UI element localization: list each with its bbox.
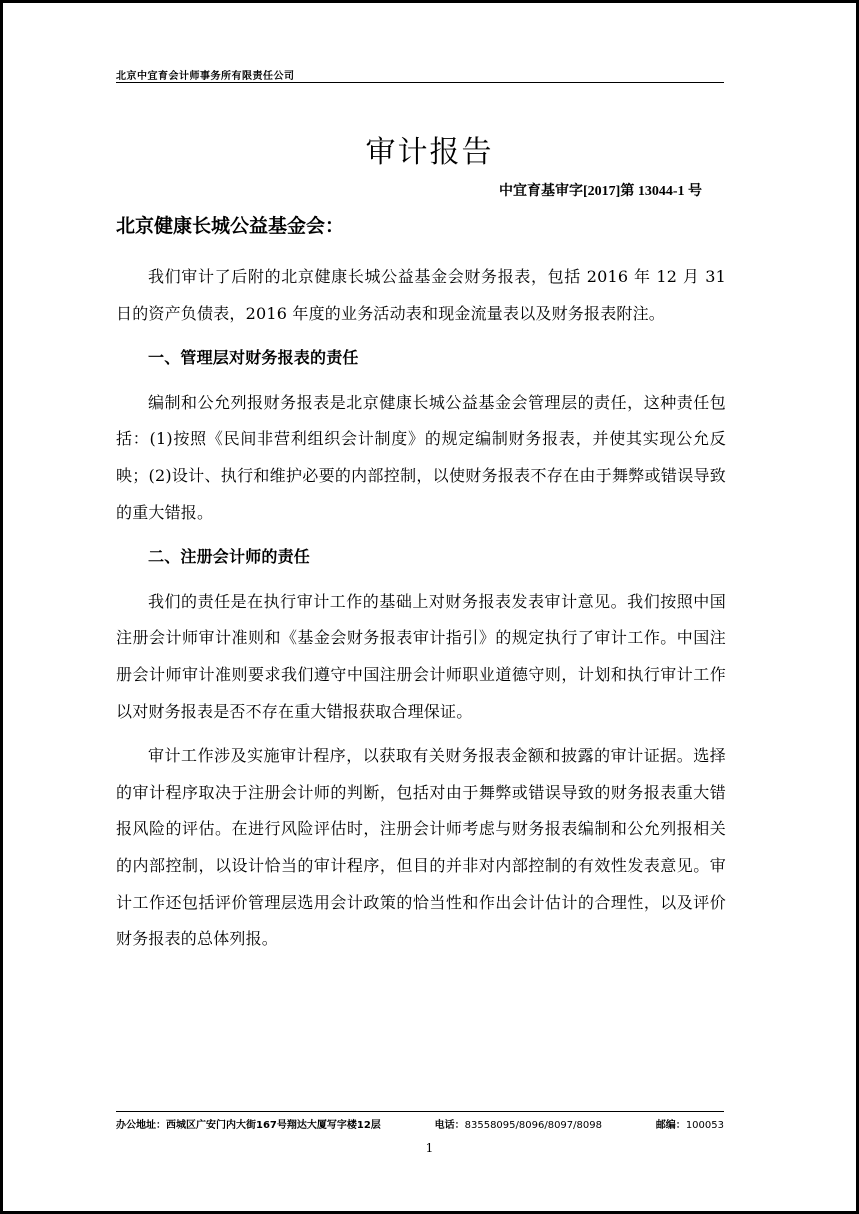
page-number: 1 [425,1141,434,1155]
footer-address [116,1116,381,1131]
intro-paragraph: 我们审计了后附的北京健康长城公益基金会财务报表，包括 2016 年 12 月 31 日的资产负债表，2016 年度的业务活动表和现金流量表以及财务报表附注。 [116,267,726,323]
section-heading-management: 一、管理层对财务报表的责任 [148,348,359,368]
address-label: 办公地址： [116,1120,166,1131]
phone-value: 83558095/8096/8097/8098 [464,1120,602,1131]
auditor-responsibility-paragraph: 我们的责任是在执行审计工作的基础上对财务报表发表审计意见。我们按照中国注册会计师审计准则和《基金会财务报表审计指引》的规定执行了审计工作。中国注册会计师审计准则要求我们遵守中国注册会计师职业道德守则，计划和执行审计工作以对财务报表是否不存在重大错报获取合理保证。 [116,591,726,721]
footer-rule [116,1111,724,1112]
footer [116,1116,724,1131]
header-rule [116,82,724,83]
address-value: 西城区广安门内大街167号翔达大厦写字楼12层 [166,1120,381,1131]
firm-header: 北京中宜育会计师事务所有限责任公司 [116,71,295,82]
postcode-label: 邮编： [655,1120,686,1131]
footer-phone [435,1116,602,1131]
recipient: 北京健康长城公益基金会： [116,215,345,237]
section-heading-auditor: 二、注册会计师的责任 [148,547,311,567]
report-body [116,259,726,958]
postcode-value: 100053 [685,1120,724,1131]
management-responsibility-paragraph: 编制和公允列报财务报表是北京健康长城公益基金会管理层的责任，这种责任包括：(1)按照《民间非营利组织会计制度》的规定编制财务报表，并使其实现公允反映；(2)设计、执行和维护必要的内部控制，以使财务报表不存在由于舞弊或错误导致的重大错报。 [116,392,726,522]
document-number: 中宜育基审字[2017]第 13044-1 号 [499,184,702,199]
document-title: 审计报告 [365,135,494,170]
phone-label: 电话： [434,1120,465,1131]
footer-postcode [656,1116,724,1131]
audit-procedures-paragraph: 审计工作涉及实施审计程序，以获取有关财务报表金额和披露的审计证据。选择的审计程序取决于注册会计师的判断，包括对由于舞弊或错误导致的财务报表重大错报风险的评估。在进行风险评估时，注册会计师考虑与财务报表编制和公允列报相关的内部控制，以设计恰当的审计程序，但目的并非对内部控制的有效性发表意见。审计工作还包括评价管理层选用会计政策的恰当性和作出会计估计的合理性，以及评价财务报表的总体列报。 [116,746,726,949]
